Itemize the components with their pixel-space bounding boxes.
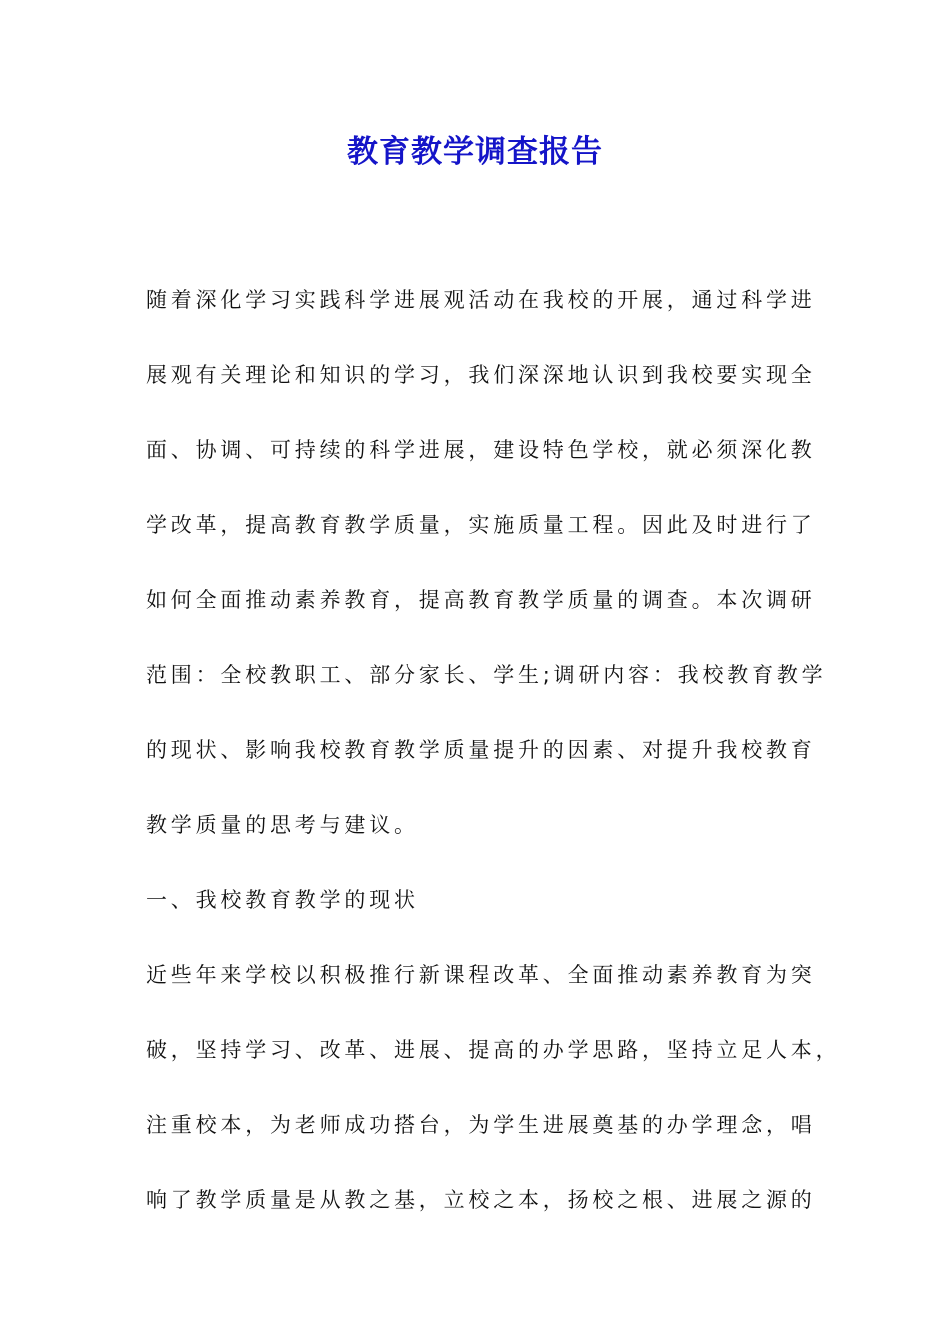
section-heading: 一、我校教育教学的现状 [146,888,419,912]
body-line: 近些年来学校以积极推行新课程改革、全面推动素养教育为突 [146,963,816,987]
body-line: 如何全面推动素养教育，提高教育教学质量的调查。本次调研 [146,588,816,612]
body-line: 破，坚持学习、改革、进展、提高的办学思路，坚持立足人本， [146,1038,841,1062]
body-line: 范围：全校教职工、部分家长、学生;调研内容：我校教育教学 [146,663,827,687]
body-line: 随着深化学习实践科学进展观活动在我校的开展，通过科学进 [146,288,816,312]
body-line: 面、协调、可持续的科学进展，建设特色学校，就必须深化教 [146,438,816,462]
body-line: 展观有关理论和知识的学习，我们深深地认识到我校要实现全 [146,363,816,387]
body-line: 的现状、影响我校教育教学质量提升的因素、对提升我校教育 [146,738,816,762]
body-line: 注重校本，为老师成功搭台，为学生进展奠基的办学理念，唱 [146,1113,816,1137]
document-title: 教育教学调查报告 [347,134,603,170]
document-body [146,263,841,1238]
body-line: 教学质量的思考与建议。 [146,813,419,837]
body-line: 学改革，提高教育教学质量，实施质量工程。因此及时进行了 [146,513,816,537]
body-line: 响了教学质量是从教之基，立校之本，扬校之根、进展之源的 [146,1188,816,1212]
